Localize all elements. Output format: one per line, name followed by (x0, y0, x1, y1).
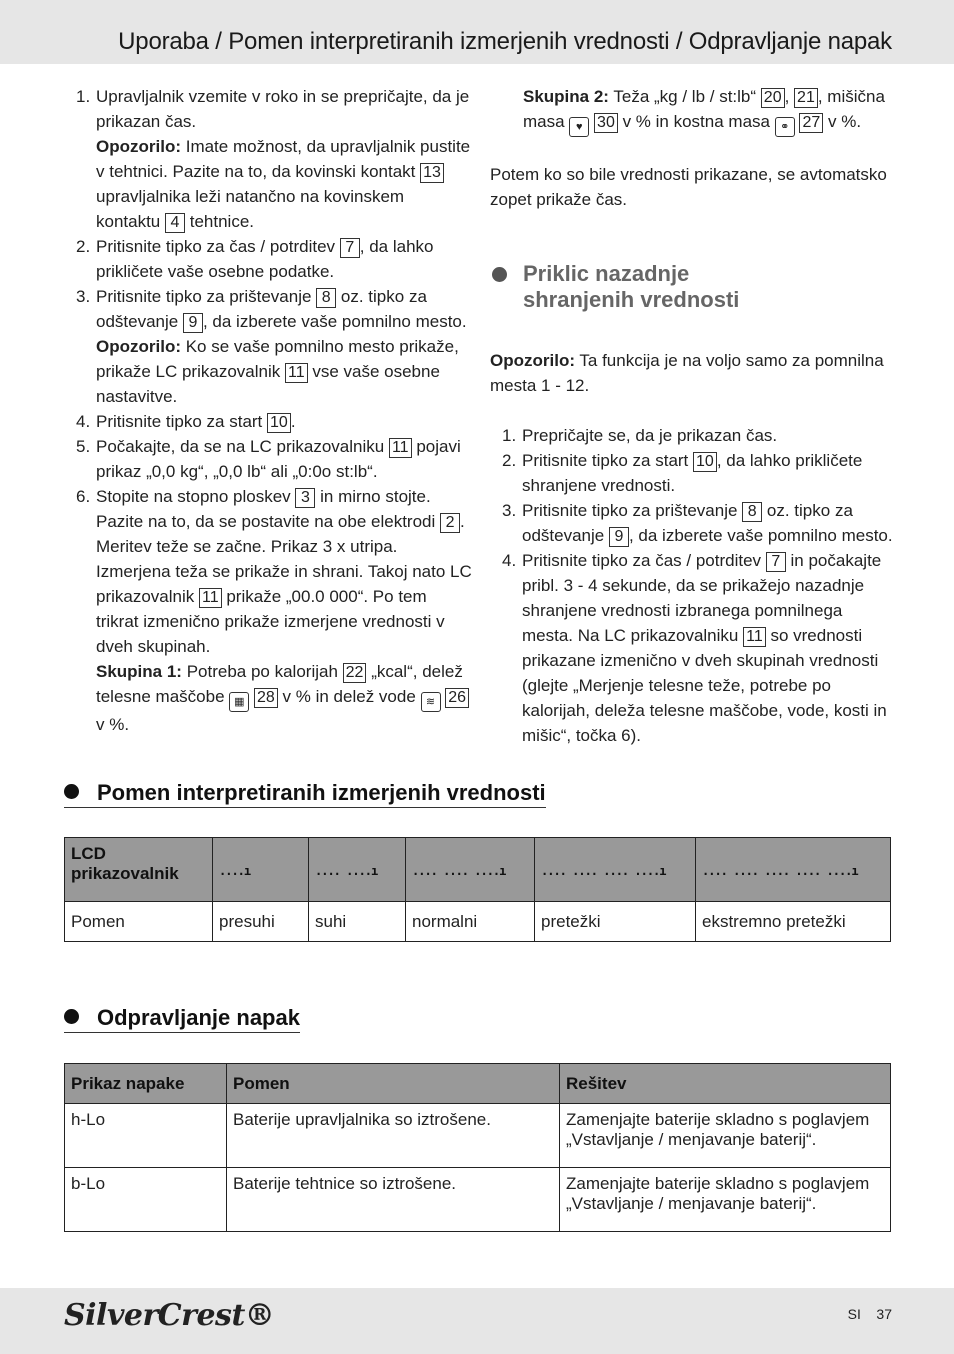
section-heading-troubleshooting (64, 1005, 300, 1033)
ref-box: 11 (199, 588, 222, 608)
text: , mišična masa (523, 87, 885, 131)
item-text: Pritisnite tipko za start (96, 412, 263, 431)
group2-paragraph: Skupina 2: Teža „kg / lb / st:lb“ 20 , 21 , mišična masa ♥ 30 v % in kostna masa ⚭ 27 v %. (490, 84, 895, 137)
item-text: Pritisnite tipko za prištevanje (522, 501, 738, 520)
ref-box: 8 (742, 502, 762, 522)
item-text: Pritisnite tipko za start (522, 451, 689, 470)
text: v % in kostna masa (622, 112, 770, 131)
language-code: SI (847, 1306, 861, 1322)
table-header: LCD prikazovalnik (65, 838, 213, 902)
group-label: Skupina 2: (523, 87, 609, 106)
ref-box: 9 (609, 527, 629, 547)
note-label: Opozorilo: (490, 351, 575, 370)
item-number: 1. (502, 426, 517, 445)
item-text: Počakajte, da se na LC prikazovalniku (96, 437, 385, 456)
item-number: 3. (502, 501, 517, 520)
subheading-text: Priklic nazadnje shranjenih vrednosti (523, 261, 740, 312)
page-footer (0, 1288, 954, 1354)
note-paragraph (490, 348, 895, 398)
item-number: 3. (76, 287, 91, 306)
table-cell: h-Lo (65, 1104, 227, 1168)
ref-box: 26 (445, 688, 469, 708)
item-text: . Meritev teže se začne. Prikaz 3 x utripa. Izmerjena teža se prikaže in shrani. Takoj nato LC prikazovalnik (96, 512, 472, 606)
list-item (72, 434, 472, 484)
table-row (65, 1168, 891, 1232)
right-column (490, 84, 895, 748)
page-header (0, 0, 954, 64)
ref-box: 21 (794, 88, 818, 108)
table-cell: Zamenjajte baterije skladno s poglavjem „Vstavljanje / menjavanje baterij“. (560, 1104, 891, 1168)
ref-box: 30 (594, 113, 618, 133)
table-header-row (65, 838, 891, 902)
item-text: Upravljalnik vzemite v roko in se prepričajte, da je prikazan čas. (96, 87, 470, 131)
item-text: . (290, 412, 296, 431)
list-item (498, 498, 895, 548)
table-header-row (65, 1064, 891, 1104)
recall-list (490, 423, 895, 748)
item-number: 1. (76, 87, 91, 106)
item-text: prikaže „00.0 000“. Po tem trikrat izmenično prikaže izmerjene vrednosti v dveh skupinah. (96, 587, 445, 656)
item-number: 2. (502, 451, 517, 470)
ref-box: 9 (183, 313, 203, 333)
table-row (65, 1104, 891, 1168)
item-text: , da izberete vaše pomnilno mesto. (628, 526, 893, 545)
item-text: v % in delež vode (282, 687, 416, 706)
instruction-list (72, 84, 472, 737)
error-table (64, 1063, 891, 1232)
table-row (65, 902, 891, 942)
left-column (72, 84, 472, 737)
item-text: Stopite na stopno ploskev (96, 487, 291, 506)
item-number: 5. (76, 437, 91, 456)
section-heading-text: Odpravljanje napak (97, 1005, 300, 1030)
list-item (498, 448, 895, 498)
table-cell: Zamenjajte baterije skladno s poglavjem „Vstavljanje / menjavanje baterij“. (560, 1168, 891, 1232)
table-cell: Baterije tehtnice so iztrošene. (227, 1168, 560, 1232)
list-item (498, 548, 895, 748)
item-text: in počakajte pribl. 3 - 4 sekunde, da se prikažejo nazadnje shranjene vrednosti izbranega pomnilnega mesta. Na LC prikazovalniku (522, 551, 882, 645)
muscle-icon: ♥ (569, 117, 589, 137)
item-text: , da lahko prikličete shranjene vrednosti. (522, 451, 863, 495)
list-item (72, 84, 472, 234)
page-number (848, 1306, 892, 1322)
note-text: Imate možnost, da upravljalnik pustite v tehtnici. Pazite na to, da kovinski kontakt (96, 137, 471, 181)
lcd-bars-icon: .... .... ....ı (406, 838, 535, 902)
item-text: Pritisnite tipko za prištevanje (96, 287, 312, 306)
ref-box: 2 (440, 513, 460, 533)
page-title: Uporaba / Pomen interpretiranih izmerjenih vrednosti / Odpravljanje napak (118, 28, 892, 55)
ref-box: 11 (285, 363, 308, 383)
lcd-bars-icon: ....ı (213, 838, 309, 902)
ref-box: 7 (340, 238, 360, 258)
item-text: oz. tipko za odštevanje (96, 287, 427, 331)
table-cell: b-Lo (65, 1168, 227, 1232)
water-icon: ≋ (421, 692, 441, 712)
list-item (498, 423, 895, 448)
table-cell: Baterije upravljalnika so iztrošene. (227, 1104, 560, 1168)
table-header: Rešitev (560, 1064, 891, 1104)
item-number: 4. (76, 412, 91, 431)
ref-box: 3 (295, 488, 315, 508)
note-text: Ta funkcija je na voljo samo za pomnilna mesta 1 - 12. (490, 351, 884, 395)
table-cell: suhi (309, 902, 406, 942)
table-cell: pretežki (535, 902, 696, 942)
item-text: Potreba po kalorijah (186, 662, 338, 681)
bullet-icon (64, 1009, 79, 1024)
item-text: Pritisnite tipko za čas / potrditev (522, 551, 762, 570)
bone-icon: ⚭ (775, 117, 795, 137)
ref-box: 10 (267, 413, 291, 433)
list-item (72, 484, 472, 737)
item-text: v %. (96, 715, 130, 734)
table-cell: Pomen (65, 902, 213, 942)
item-number: 4. (502, 551, 517, 570)
ref-box: 11 (743, 627, 766, 647)
lcd-bars-icon: .... .... .... .... ....ı (696, 838, 891, 902)
item-text: so vrednosti prikazane izmenično v dveh skupinah vrednosti (glejte „Merjenje telesne teže, potrebe po kalorijah, deleža telesne maščobe, vode, kosti in mišic“, točka 6). (522, 626, 887, 745)
ref-box: 22 (343, 663, 367, 683)
note-label: Opozorilo: (96, 137, 181, 156)
item-text: , da lahko prikličete vaše osebne podatke. (96, 237, 434, 281)
interpretation-table (64, 837, 891, 942)
group-label: Skupina 1: (96, 662, 182, 681)
lcd-bars-icon: .... .... .... ....ı (535, 838, 696, 902)
page-number-value: 37 (876, 1306, 892, 1322)
note-text: Ko se vaše pomnilno mesto prikaže, prikaže LC prikazovalnik (96, 337, 459, 381)
table-header: Pomen (227, 1064, 560, 1104)
item-text: oz. tipko za odštevanje (522, 501, 853, 545)
ref-box: 11 (389, 438, 412, 458)
body-fat-icon: ▦ (229, 692, 249, 712)
list-item (72, 409, 472, 434)
lcd-bars-icon: .... ....ı (309, 838, 406, 902)
note-label: Opozorilo: (96, 337, 181, 356)
section-heading-interpretation (64, 780, 546, 808)
bullet-icon (492, 267, 507, 282)
item-text: „kcal“, delež telesne maščobe (96, 662, 463, 706)
after-text: Potem ko so bile vrednosti prikazane, se avtomatsko zopet prikaže čas. (490, 165, 887, 209)
item-text: Prepričajte se, da je prikazan čas. (522, 426, 778, 445)
text: v %. (827, 112, 862, 131)
item-text: , da izberete vaše pomnilno mesto. (202, 312, 467, 331)
note-text: vse vaše osebne nastavitve. (96, 362, 440, 406)
brand-logo: SilverCrest® (64, 1298, 275, 1333)
item-number: 2. (76, 237, 91, 256)
table-cell: ekstremno pretežki (696, 902, 891, 942)
section-heading-text: Pomen interpretiranih izmerjenih vrednosti (97, 780, 546, 805)
ref-box: 13 (420, 163, 444, 183)
table-cell: normalni (406, 902, 535, 942)
ref-box: 10 (693, 452, 717, 472)
ref-box: 20 (761, 88, 785, 108)
list-item (72, 284, 472, 409)
text: Teža „kg / lb / st:lb“ (613, 87, 757, 106)
table-cell: presuhi (213, 902, 309, 942)
list-item (72, 234, 472, 284)
ref-box: 4 (165, 213, 185, 233)
item-text: Pritisnite tipko za čas / potrditev (96, 237, 336, 256)
item-number: 6. (76, 487, 91, 506)
note-text: tehtnice. (189, 212, 254, 231)
bullet-icon (64, 784, 79, 799)
item-text: pojavi prikaz „0,0 kg“, „0,0 lb“ ali „0:0o st:lb“. (96, 437, 461, 481)
ref-box: 7 (766, 552, 786, 572)
ref-box: 8 (316, 288, 336, 308)
table-header: Prikaz napake (65, 1064, 227, 1104)
ref-box: 27 (799, 113, 823, 133)
item-text: in mirno stojte. Pazite na to, da se postavite na obe elektrodi (96, 487, 436, 531)
ref-box: 28 (254, 688, 278, 708)
note-text: upravljalnika leži natančno na kovinskem kontaktu (96, 187, 405, 231)
subheading (490, 261, 803, 313)
